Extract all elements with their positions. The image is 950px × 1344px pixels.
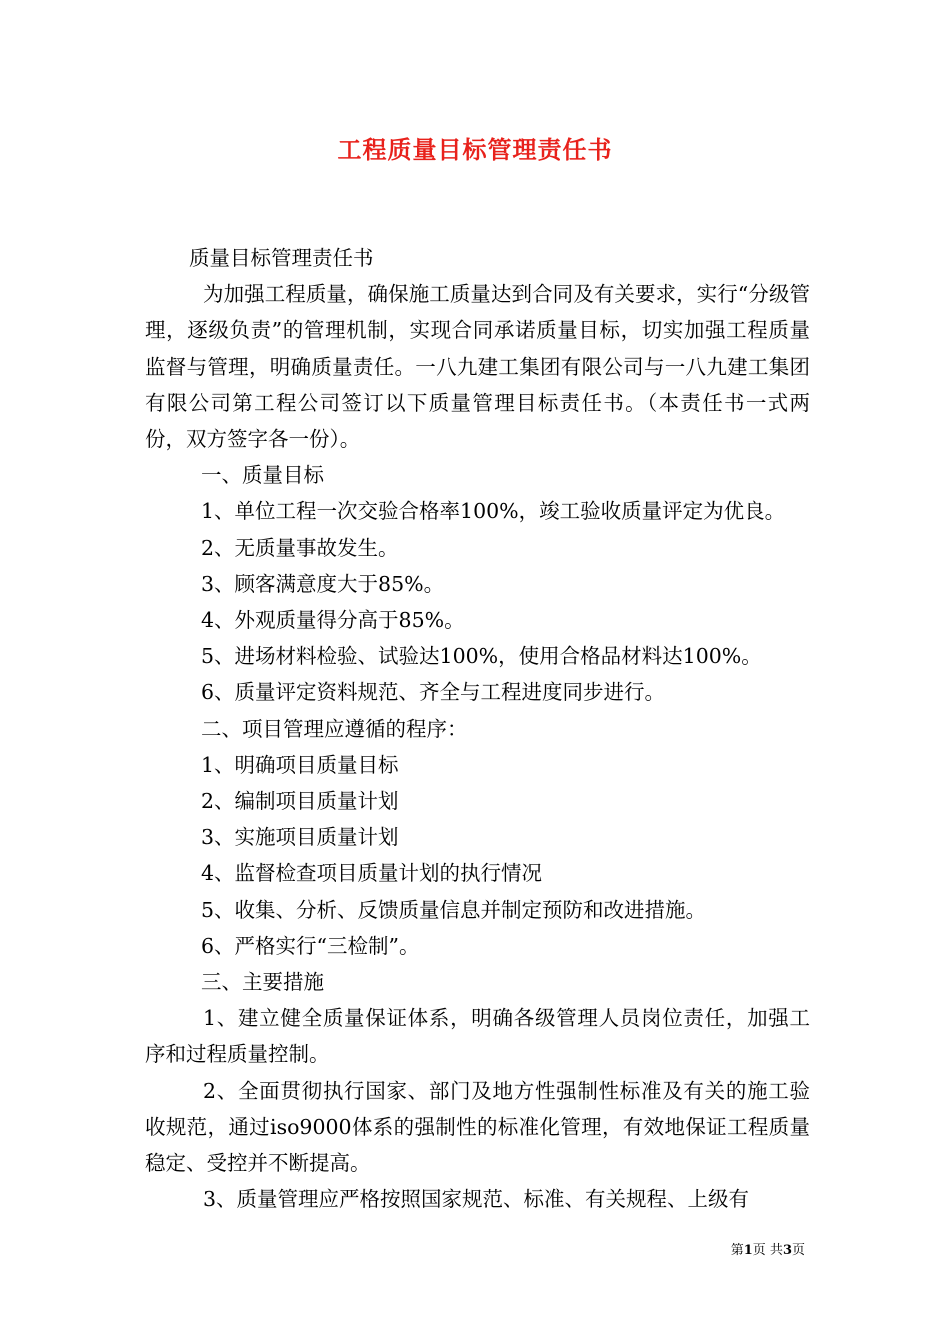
goal-item-3: 3、顾客满意度大于85%。 — [201, 571, 445, 596]
document-title: 工程质量目标管理责任书 — [337, 135, 613, 164]
footer-prefix: 第 — [730, 1243, 744, 1258]
measure-item-2: 2、全面贯彻执行国家、部门及地方性强制性标准及有关的施工验收规范，通过iso9000体系的强制性的标准化管理，有效地保证工程质量稳定、受控并不断提高。 — [145, 1078, 810, 1176]
goal-item-4: 4、外观质量得分高于85%。 — [201, 608, 465, 633]
goal-item-5: 5、进场材料检验、试验达100%，使用合格品材料达100%。 — [201, 644, 762, 669]
section-heading-quality-goals: 一、质量目标 — [201, 463, 324, 488]
footer-total-pages: 3 — [782, 1243, 792, 1258]
document-body — [145, 240, 810, 1217]
footer-middle: 页 共 — [752, 1243, 783, 1258]
procedure-item-6: 6、严格实行“三检制”。 — [201, 933, 420, 958]
procedure-item-5: 5、收集、分析、反馈质量信息并制定预防和改进措施。 — [201, 897, 707, 922]
intro-paragraph: 为加强工程质量，确保施工质量达到合同及有关要求，实行“分级管理，逐级负责”的管理机制，实现合同承诺质量目标，切实加强工程质量监督与管理，明确质量责任。一八九建工集团有限公司与一八九建工集团有限公司第工程公司签订以下质量管理目标责任书。（本责任书一式两份，双方签字各一份）。 — [145, 282, 810, 452]
subtitle-paragraph: 质量目标管理责任书 — [189, 246, 374, 270]
procedure-item-3: 3、实施项目质量计划 — [201, 825, 399, 850]
procedure-item-4: 4、监督检查项目质量计划的执行情况 — [201, 861, 543, 886]
footer-suffix: 页 — [791, 1243, 805, 1258]
section-heading-procedures: 二、项目管理应遵循的程序： — [201, 716, 468, 741]
measure-item-1: 1、建立健全质量保证体系，明确各级管理人员岗位责任，加强工序和过程质量控制。 — [145, 1006, 810, 1067]
page-footer — [731, 1242, 805, 1260]
goal-item-6: 6、质量评定资料规范、齐全与工程进度同步进行。 — [201, 680, 666, 705]
measure-item-3: 3、质量管理应严格按照国家规范、标准、有关规程、上级有 — [203, 1187, 750, 1212]
procedure-item-2: 2、编制项目质量计划 — [201, 789, 399, 814]
footer-current-page: 1 — [743, 1243, 753, 1258]
procedure-item-1: 1、明确项目质量目标 — [201, 752, 399, 777]
goal-item-2: 2、无质量事故发生。 — [201, 535, 399, 560]
goal-item-1: 1、单位工程一次交验合格率100%，竣工验收质量评定为优良。 — [201, 499, 786, 524]
section-heading-measures: 三、主要措施 — [201, 970, 324, 995]
